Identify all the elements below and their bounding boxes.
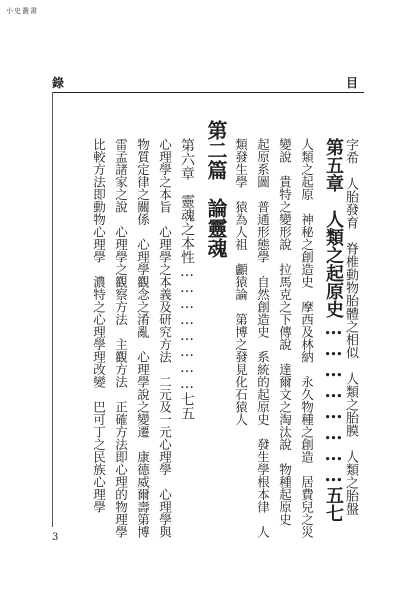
toc-entry-list: 起原系圖 普通形態學 自然創造史 系統的起原史 發生學根本律 人	[255, 138, 271, 538]
toc-entry-list: 心理學之本旨 心理學之本義及研究方法 二元及一元心理學 心理學與	[157, 138, 173, 538]
toc-entry-list: 類發生學 猿為人祖 顱猿論 第博之發見化石猿人	[233, 138, 249, 426]
header-right-label: 目	[345, 76, 358, 90]
toc-entry-list: 變說 貴特之變形說 拉馬克之下傳說 達爾文之淘汰說 物種起原史	[277, 138, 293, 526]
header-left-label: 錄	[52, 76, 65, 90]
page-header	[52, 72, 364, 90]
toc-entry-list: 比較方法即動物心理學 濃特之心理學理改變 巴可丁之民族心理學	[91, 138, 107, 513]
part-subtitle: 論靈魂	[204, 198, 228, 258]
toc-entry-list: 人類之起原 神秘之創造史 摩西及林納 永久物種之創造 居費兒之災	[299, 138, 315, 538]
page-number: 3	[52, 532, 59, 543]
library-stamp: 小史叢書	[6, 7, 38, 15]
chapter-title: 第六章 靈魂之本性……………………七五	[179, 138, 195, 420]
toc-entry-list: 物質定律之關係 心理學觀念之淆亂 心理學說之變遷 康德威爾壽第博	[135, 138, 151, 538]
part-title: 第二篇	[204, 120, 228, 180]
header-rule	[52, 92, 364, 93]
toc-entry-list: 字希 人胎發育 脊椎動物胎體之相似 人類之胎膜 人類之胎盤	[343, 138, 358, 515]
chapter-title: 第五章 人類之起原史……………………五七	[323, 138, 344, 522]
toc-entry-list: 雷孟諸家之說 心理學之觀察方法 主觀方法 正確方法即心理的物理學	[113, 138, 129, 538]
left-margin-rule	[52, 92, 53, 527]
